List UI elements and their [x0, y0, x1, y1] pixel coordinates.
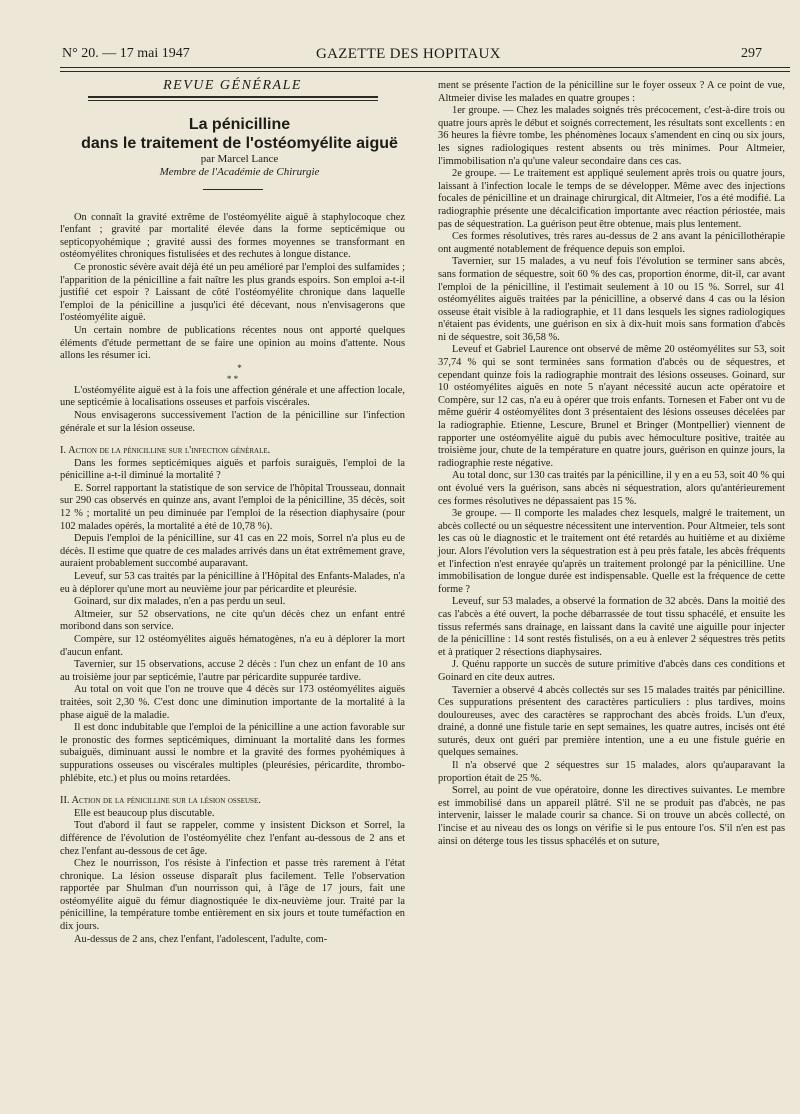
paragraph: Au total on voit que l'on ne trouve que 4 décès sur 173 ostéomyélites aiguës traitées, soit 2,30 %. C'est donc une diminution importante de la mortalité à la phase aiguë de la maladie.: [60, 684, 405, 721]
title-divider: [203, 189, 263, 190]
paragraph: 2e groupe. — Le traitement est appliqué seulement après trois ou quatre jours, laissant à l'infection locale le temps de se développer. Même avec des injections focales de pénicilline et un drainage chirurgical, dit Altmeier, l'os a été modifié. La radiographie présente une décalcification importante avec réaction périostée, mais pas de séquestration. La guérison peut être obtenue, mais plus lentement.: [438, 168, 785, 230]
header-rule: [60, 67, 790, 68]
header-rule: [60, 71, 790, 72]
paragraph: E. Sorrel rapportant la statistique de son service de l'hôpital Trousseau, donnait sur 290 cas observés en quinze ans, avant l'emploi de la pénicilline, 35 décès, soit 12 % ; mortalité un peu diminuée par l'emploi de la résection diaphysaire (pour 102 malades opérés, la mortalité a été de 10,78 %).: [60, 482, 405, 532]
paragraph: Dans les formes septicémiques aiguës et parfois suraiguës, l'emploi de la pénicilline a-t-il diminué la mortalité ?: [60, 457, 405, 482]
paragraph: Goinard, sur dix malades, n'en a pas perdu un seul.: [74, 596, 286, 608]
paragraph: Compère, sur 12 ostéomyélites aiguës hématogènes, n'a eu à déplorer la mort d'aucun enfant.: [60, 634, 405, 658]
paragraph: Au total donc, sur 130 cas traités par la pénicilline, il y en a eu 53, soit 40 % qui ont évolué vers la guérison, sans abcès ni séquestration, alors qu'antérieurement ces formes résolutives ne dépassaient pas 15 %.: [438, 470, 785, 507]
paragraph: Leveuf et Gabriel Laurence ont observé de même 20 ostéomyélites sur 53, soit 37,74 % qui se sont terminées sans formation d'abcès ou de séquestres, et cependant quinze fois la radiographie montrait des lésions osseuses. Goinard, sur 10 ostéomyélites aiguës en note 5 n'ayant nécessité aucun acte opératoire et Compère, sur 12 cas, n'a eu à opérer que trois enfants. Tornesen et Faber ont vu de même guérir 4 ostéomyélites dont 3 présentaient des lésions osseuses décelées par la radiographie. Etienne, Lescure, Brunel et Bringer (Montpellier) viennent de rapporter une ostéomyélite aiguë du pubis avec hémoculture positive, traitée au troisième jour, chute de la température en quatre jours, guérison en quinze jours, la radiographie reste négative.: [438, 344, 785, 469]
paragraph: Elle est beaucoup plus discutable.: [74, 807, 215, 819]
paragraph: Altmeier, sur 52 observations, ne cite qu'un décès chez un enfant entré moribond dans son service.: [60, 608, 405, 633]
author-affiliation: Membre de l'Académie de Chirurgie: [159, 165, 320, 178]
subheading: I. Action de la pénicilline sur l'infection générale.: [60, 445, 271, 457]
paragraph: Tavernier a observé 4 abcès collectés sur ses 15 malades traités par pénicilline. Ces suppurations présentent des caractères particuliers : plus tardives, moins douloureuses, avec des caractères se rapprochant des abcès froids. L'un d'eux, drainé, a donné une fistule tarie en sept semaines, les quatre autres, incisés ont été suturés, deux ont guéri par première intention, une a eu une fistule guérie en quelques semaines.: [438, 684, 785, 759]
page-number: 297: [741, 46, 762, 61]
journal-page: [40, 40, 785, 1100]
paragraph: ment se présente l'action de la pénicilline sur le foyer osseux ? A ce point de vue, Altmeier divise les malades en quatre groupes :: [438, 80, 785, 104]
paragraph: 1er groupe. — Chez les malades soignés très précocement, c'est-à-dire trois ou quatre jours après le début et soignés correctement, les résultats sont excellents : en 36 heures la fièvre tombe, les phénomènes locaux s'amendent en cinq ou six jours, les signes radiologiques restent absents ou très minimes. Pour Altmeier, l'immobilisation n'a qu'une valeur secondaire dans ces cas.: [438, 105, 785, 167]
paragraph: Ce pronostic sévère avait déjà été un peu amélioré par l'emploi des sulfamides ; l'apparition de la pénicilline a fait naître les plus grands espoirs. Son emploi a-t-il justifié cet espoir ? Laissant de côté l'ostéomyélite chronique dans laquelle l'emploi de la pénicilline a jusqu'ici été décevant, nous n'envisagerons que l'ostéomyélite aiguë.: [60, 261, 405, 324]
running-header: [40, 46, 790, 66]
paragraph: Leveuf, sur 53 malades, a observé la formation de 32 abcès. Dans la moitié des cas l'abcès a été ouvert, la poche débarrassée de tout tissu sphacélé, et ensuite les tissus refermés sans drainage, en laissant dans la cavité une aiguille pour injecter de la pénicilline : 14 sont restés fistulisés, on a eu à enlever 2 séquestres très petits et à pratiquer 2 résections diaphysaires.: [438, 596, 785, 658]
paragraph: Depuis l'emploi de la pénicilline, sur 41 cas en 22 mois, Sorrel n'a plus eu de décès. Il estime que quatre de ces malades arrivés dans un état extrêmement grave, auraient probablement succombé auparavant.: [60, 533, 405, 570]
left-column: [60, 80, 405, 946]
paragraph: Tout d'abord il faut se rappeler, comme y insistent Dickson et Sorrel, la différence de l'évolution de l'ostéomyélite chez l'enfant au-dessous de 2 ans et chez l'enfant au-dessous de cet âge.: [60, 820, 405, 857]
paragraph: On connaît la gravité extrême de l'ostéomyélite aiguë à staphylocoque chez l'enfant ; gravité par mortalité élevée dans la forme septicémique ou septicopyohémique ; gravité aussi des formes moyennes se transformant en ostéomyélites chroniques fistulisées et des rechutes à longue distance.: [60, 211, 405, 261]
article-subtitle: dans le traitement de l'ostéomyélite aiguë: [81, 134, 398, 152]
section-rule: [88, 96, 378, 98]
paragraph: Il est donc indubitable que l'emploi de la pénicilline a une action favorable sur le pronostic des formes septicémiques, diminuant la mortalité dans les formes subaiguës, diminuant aussi le nombre et la gravité des formes pyohémiques à suppurations osseuses ou viscérales multiples (pleurésies, péricardite, thrombo-phlébite, etc.) et plus ou moins retardées.: [60, 722, 405, 784]
paragraph: 3e groupe. — Il comporte les malades chez lesquels, malgré le traitement, un abcès collecté ou un séquestre nécessitent une intervention. Pour Altmeier, tels sont les cas où le diagnostic et le traitement ont été retardés au huitième et au dixième jour. Alors l'évolution vers la séquestration est à peu près fatale, les abcès fréquents et l'infection n'est enrayée qu'après un traitement prolongé par la pénicilline. Une immobilisation de longue durée est indispensable. Quelle est la fréquence de cette forme ?: [438, 508, 785, 595]
article-title: La pénicilline: [188, 115, 291, 133]
subheading: II. Action de la pénicilline sur la lésion osseuse.: [60, 795, 261, 807]
paragraph: Nous envisagerons successivement l'action de la pénicilline sur l'infection générale et sur la lésion osseuse.: [60, 409, 405, 434]
issue-date: N° 20. — 17 mai 1947: [62, 46, 190, 61]
paragraph: Tavernier, sur 15 malades, a vu neuf fois l'évolution se terminer sans abcès, sans formation de séquestre, soit 60 % des cas, proportion énorme, dit-il, car avant l'emploi de la pénicilline, il l'estimait seulement à 10 ou 15 %. Sorrel, sur 41 ostéomyélites aiguës traitées par la pénicilline, a observé dans 4 cas ou la lésion osseuse était visible à la radiographie, et 11 dans lesquels les signes radiologiques n'étaient pas évidents, une guérison en six à dix-huit mois sans formation d'abcès ni de séquestre, soit 36,58 %.: [438, 256, 785, 343]
paragraph: Leveuf, sur 53 cas traités par la pénicilline à l'Hôpital des Enfants-Malades, n'a eu à déplorer qu'une mort au neuvième jour par péricardite et pleurésie.: [60, 571, 405, 595]
paragraph: Sorrel, au point de vue opératoire, donne les directives suivantes. Le membre est immobilisé dans un appareil plâtré. S'il ne se produit pas d'abcès, ne pas intervenir, laisser le malade courir sa chance. Si on trouve un abcès collecté, on l'incise et au niveau des os longs on vérifie si le pus entoure l'os. S'il n'en est pas ainsi on déterge tous les tissus sphacélés et on suture,: [438, 785, 785, 847]
paragraph: Chez le nourrisson, l'os résiste à l'infection et passe très rarement à l'état chronique. La lésion osseuse disparaît plus facilement. Telle l'observation rapportée par Shulman d'un nourrisson qui, à l'âge de 17 jours, fait une ostéomyélite aiguë du fémur diagnostiquée le dix-neuvième jour. Traité par la pénicilline, la température tombe entièrement en six jours et toute tuméfaction en dix jours.: [60, 858, 405, 933]
section-title: REVUE GÉNÉRALE: [163, 78, 302, 93]
journal-title: GAZETTE DES HOPITAUX: [316, 46, 501, 62]
paragraph: J. Quénu rapporte un succès de suture primitive d'abcès dans ces conditions et Goinard en cite deux autres.: [438, 659, 785, 683]
paragraph: Il n'a observé que 2 séquestres sur 15 malades, alors qu'auparavant la proportion était de 25 %.: [438, 760, 785, 784]
paragraph: Un certain nombre de publications récentes nous ont apporté quelques éléments d'étude permettant de se faire une opinion au moins d'attente. Nous allons les résumer ici.: [60, 324, 405, 362]
paragraph: Tavernier, sur 15 observations, accuse 2 décès : l'un chez un enfant de 10 ans au troisième jour par septicémie, l'autre par péricardite suppurée tardive.: [60, 659, 405, 683]
right-column: [438, 80, 785, 848]
asterism: * * *: [226, 362, 242, 384]
author-byline: par Marcel Lance: [200, 152, 279, 165]
paragraph: Ces formes résolutives, très rares au-dessus de 2 ans avant la pénicillothérapie ont augmenté notablement de fréquence depuis son emploi.: [438, 231, 785, 255]
paragraph: L'ostéomyélite aiguë est à la fois une affection générale et une affection locale, une septicémie à localisations osseuses et parfois viscérales.: [60, 384, 405, 409]
paragraph: Au-dessus de 2 ans, chez l'enfant, l'adolescent, l'adulte, com-: [74, 933, 328, 945]
section-rule: [88, 100, 378, 101]
